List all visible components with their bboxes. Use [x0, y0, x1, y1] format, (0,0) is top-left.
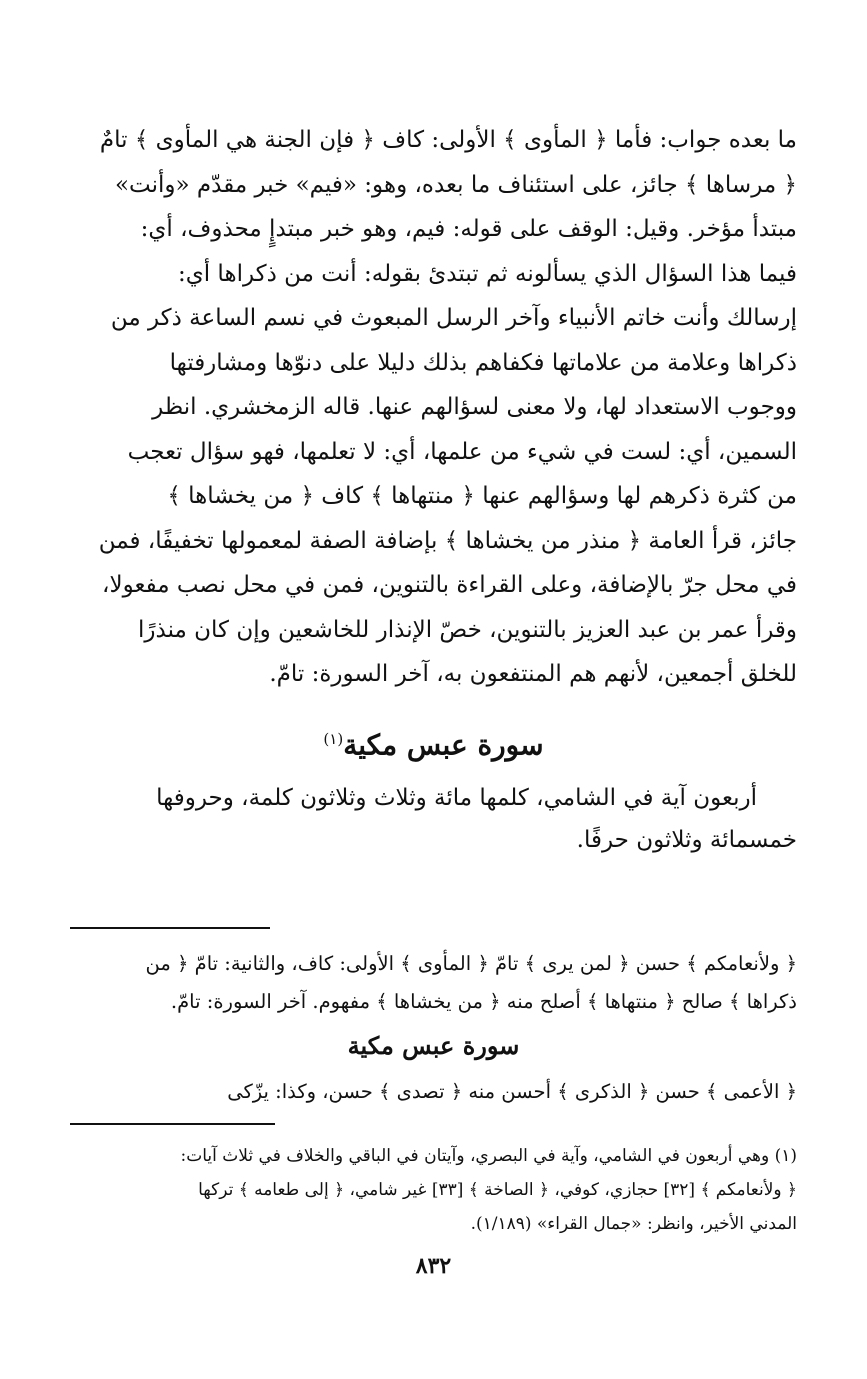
commentary-block	[70, 945, 797, 1111]
main-text-line: ووجوب الاستعداد لها، ولا معنى لسؤالهم عنها. قاله الزمخشري. انظر	[152, 394, 797, 420]
surah-heading	[70, 719, 797, 765]
footnote-divider	[70, 1123, 275, 1125]
footnote-marker: (١)	[323, 729, 344, 748]
main-text-line: إرسالك وأنت خاتم الأنبياء وآخر الرسل المبعوث في نسم الساعة ذكر من	[110, 305, 797, 331]
footnote-line: (١) وهي أربعون في الشامي، وآية في البصري، وآيتان في الباقي والخلاف في ثلاث آيات:	[180, 1145, 797, 1166]
page-number: ٨٣٢	[415, 1252, 452, 1279]
commentary-heading: سورة عبس مكية	[347, 1030, 520, 1060]
main-text-line: وقرأ عمر بن عبد العزيز بالتنوين، خصّ الإنذار للخاشعين وإن كان منذرًا	[138, 616, 797, 643]
footnote-line: المدني الأخير، وانظر: «جمال القراء» (١/١٨٩).	[470, 1213, 797, 1234]
main-text-line: للخلق أجمعين، لأنهم هم المنتفعون به، آخر السورة: تامّ.	[269, 661, 797, 687]
commentary-divider	[70, 927, 270, 929]
surah-intro	[70, 777, 797, 861]
main-text-line: في محل جرّ بالإضافة، وعلى القراءة بالتنوين، فمن في محل نصب مفعولا،	[102, 572, 797, 598]
main-text-block	[70, 118, 797, 697]
main-text-line: السمين، أي: لست في شيء من علمها، أي: لا تعلمها، فهو سؤال تعجب	[127, 438, 797, 465]
commentary-line: ﴿ ولأنعامكم ﴾ حسن ﴿ لمن يرى ﴾ تامّ ﴿ المأوى ﴾ الأولى: كاف، والثانية: تامّ ﴿ من	[145, 951, 797, 975]
footnotes-block	[70, 1139, 797, 1241]
main-text-line: مبتدأ مؤخر. وقيل: الوقف على قوله: فيم، وهو خبر مبتدإٍ محذوف، أي:	[140, 216, 797, 242]
commentary-line: ﴿ الأعمى ﴾ حسن ﴿ الذكرى ﴾ أحسن منه ﴿ تصدى ﴾ حسن، وكذا: يزّكى	[227, 1079, 797, 1103]
footnote-line: ﴿ ولأنعامكم ﴾ [٣٢] حجازي، كوفي، ﴿ الصاخة ﴾ [٣٣] غير شامي، ﴿ إلى طعامه ﴾ تركها	[198, 1179, 797, 1200]
surah-intro-line: أربعون آية في الشامي، كلمها مائة وثلاث وثلاثون كلمة، وحروفها	[156, 784, 757, 811]
main-text-line: ما بعده جواب: فأما ﴿ المأوى ﴾ الأولى: كاف ﴿ فإن الجنة هي المأوى ﴾ تامٌ	[99, 127, 797, 153]
main-text-line: فيما هذا السؤال الذي يسألونه ثم تبتدئ بقوله: أنت من ذكراها أي:	[177, 260, 797, 287]
main-text-line: جائز، قرأ العامة ﴿ منذر من يخشاها ﴾ بإضافة الصفة لمعمولها تخفيفًا، فمن	[98, 527, 797, 554]
main-text-line: ﴿ مرساها ﴾ جائز، على استئناف ما بعده، وهو: «فيم» خبر مقدّم «وأنت»	[114, 171, 797, 198]
main-text-line: ذكراها وعلامة من علاماتها فكفاهم بذلك دليلا على دنوّها ومشارفتها	[169, 349, 797, 376]
surah-title: سورة عبس مكية	[343, 727, 544, 761]
commentary-line: ذكراها ﴾ صالح ﴿ منتهاها ﴾ أصلح منه ﴿ من يخشاها ﴾ مفهوم. آخر السورة: تامّ.	[170, 989, 797, 1013]
surah-intro-line: خمسمائة وثلاثون حرفًا.	[576, 826, 797, 853]
main-text-line: من كثرة ذكرهم لها وسؤالهم عنها ﴿ منتهاها ﴾ كاف ﴿ من يخشاها ﴾	[167, 483, 797, 509]
